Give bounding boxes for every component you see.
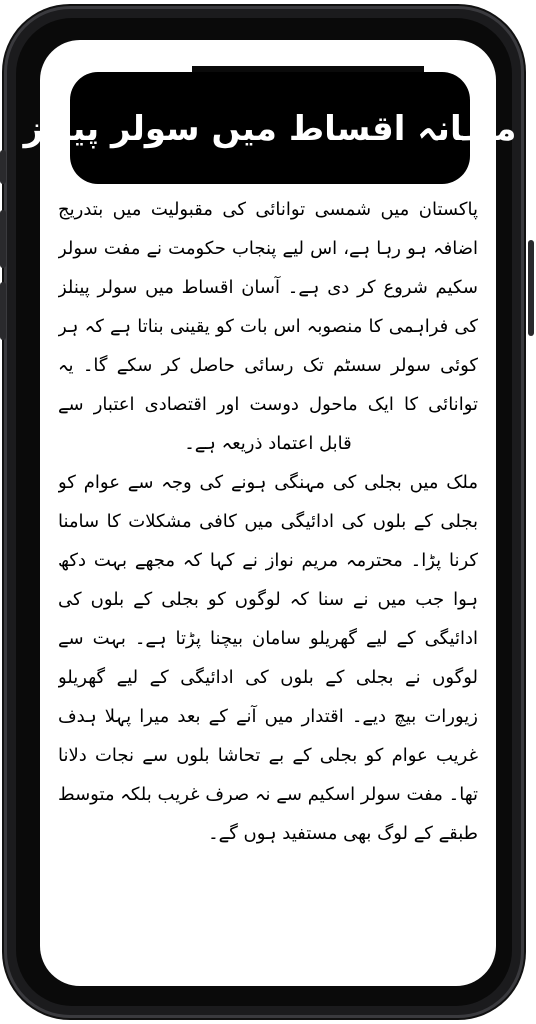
article-paragraph: ملک میں بجلی کی مہنگی ہونے کی وجہ سے عوام کو بجلی کے بلوں کی ادائیگی میں کافی مشکلات کا سامنا کرنا پڑا۔ محترمہ مریم نواز نے کہا کہ مجھے بہت دکھ ہوا جب میں نے سنا کہ لوگوں کو بجلی کے بلوں کی ادائیگی کے لیے گھریلو سامان بیچنا پڑتا ہے۔ بہت سے لوگوں نے بجلی کے بلوں کی ادائیگی کے لیے گھریلو زیورات بیچ دیے۔ اقتدار میں آنے کے بعد میرا پہلا ہدف غریب عوام کو بجلی کے بے تحاشا بلوں سے نجات دلانا تھا۔ مفت سولر اسکیم سے نہ صرف غریب بلکہ متوسط طبقے کے لوگ بھی مستفید ہوں گے۔ [58,472,478,844]
page-title: ماہانہ اقساط میں سولر پینلز [23,108,517,149]
volume-up-button [0,210,6,268]
volume-down-button [0,282,6,340]
mute-switch [0,150,6,184]
article-body [58,190,478,960]
article-paragraph: پاکستان میں شمسی توانائی کی مقبولیت میں بتدریج اضافہ ہو رہا ہے، اس لیے پنجاب حکومت نے مفت سولر سکیم شروع کر دی ہے۔ آسان اقساط میں سولر پینلز کی فراہمی کا منصوبہ اس بات کو یقینی بناتا ہے کہ ہر کوئی سولر سسٹم تک رسائی حاصل کر سکے گا۔ یہ توانائی کا ایک ماحول دوست اور اقتصادی اعتبار سے قابل اعتماد ذریعہ ہے۔ [58,199,478,454]
power-button [528,240,534,336]
title-banner [23,72,517,184]
